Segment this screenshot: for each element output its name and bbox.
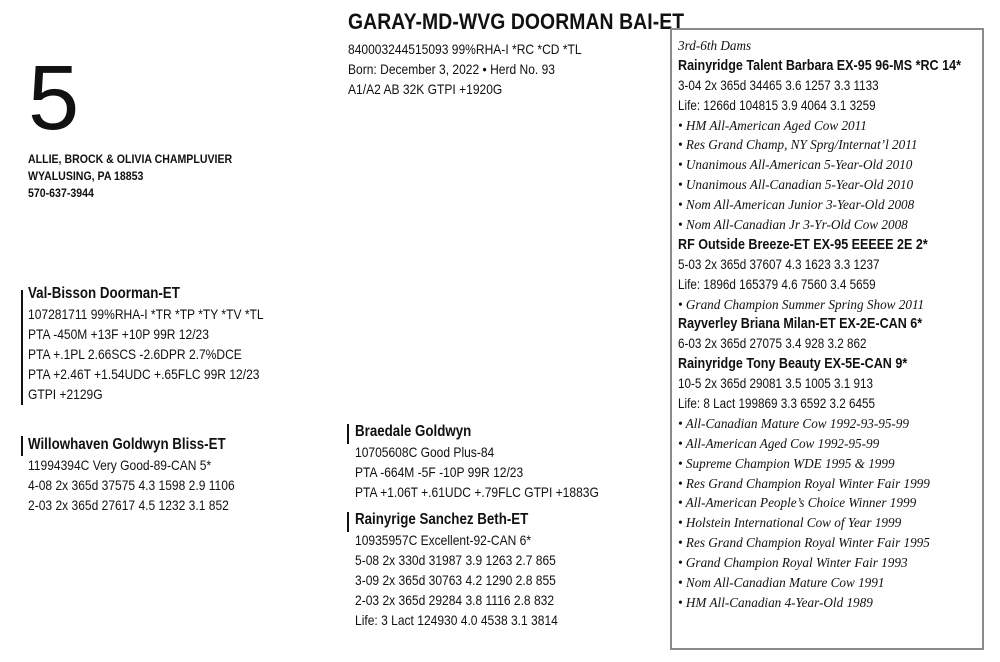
sire-line: 107281711 99%RHA-I *TR *TP *TY *TV *TL bbox=[28, 306, 264, 322]
maternal-grandsire-line: 10705608C Good Plus-84 bbox=[355, 444, 495, 460]
dam-entry-record: Life: 8 Lact 199869 3.3 6592 3.2 6455 bbox=[678, 396, 875, 412]
dam-entry-name: Rainyridge Tony Beauty EX-5E-CAN 9* bbox=[678, 356, 908, 373]
dam-entry-honor: • All-American People’s Choice Winner 1999 bbox=[678, 495, 917, 511]
dam-entry-honor: • Grand Champion Royal Winter Fair 1993 bbox=[678, 555, 908, 571]
dam-entry-honor: • All-American Aged Cow 1992-95-99 bbox=[678, 435, 880, 451]
sire-line: GTPI +2129G bbox=[28, 386, 103, 402]
maternal-granddam-line: 2-03 2x 365d 29284 3.8 1116 2.8 832 bbox=[355, 592, 555, 608]
animal-details bbox=[348, 39, 620, 99]
dam-block bbox=[28, 434, 268, 515]
animal-name: GARAY-MD-WVG DOORMAN BAI-ET bbox=[348, 9, 685, 34]
dam-entry-honor: • Res Grand Champion Royal Winter Fair 1999 bbox=[678, 475, 930, 491]
dam-entry-honor: • Nom All-Canadian Jr 3-Yr-Old Cow 2008 bbox=[678, 217, 908, 233]
mgs-bracket bbox=[347, 424, 349, 444]
dam-entry-record: 6-03 2x 365d 27075 3.4 928 3.2 862 bbox=[678, 336, 867, 352]
dam-entry-name: Rainyridge Talent Barbara EX-95 96-MS *RC 14* bbox=[678, 57, 961, 74]
maternal-grandsire-line: PTA +1.06T +.61UDC +.79FLC GTPI +1883G bbox=[355, 484, 599, 500]
dam-entry-honor: • Grand Champion Summer Spring Show 2011 bbox=[678, 296, 925, 312]
mgd-bracket bbox=[347, 512, 349, 532]
dam-entry-honor: • Res Grand Champ, NY Sprg/Internat’l 2011 bbox=[678, 137, 918, 153]
maternal-granddam-line: 10935957C Excellent-92-CAN 6* bbox=[355, 532, 532, 548]
maternal-granddam-line: 3-09 2x 365d 30763 4.2 1290 2.8 855 bbox=[355, 572, 556, 588]
owner-phone: 570-637-3944 bbox=[28, 188, 94, 200]
lot-number: 5 bbox=[28, 47, 80, 149]
dam-entry-honor: • Supreme Champion WDE 1995 & 1999 bbox=[678, 455, 895, 471]
dam-entry-name: RF Outside Breeze-ET EX-95 EEEEE 2E 2* bbox=[678, 236, 928, 253]
maternal-granddam-name: Rainyrige Sanchez Beth-ET bbox=[355, 511, 529, 528]
maternal-granddam-line: 5-08 2x 330d 31987 3.9 1263 2.7 865 bbox=[355, 552, 556, 568]
maternal-grandsire-line: PTA -664M -5F -10P 99R 12/23 bbox=[355, 464, 524, 480]
dam-entry-honor: • Unanimous All-American 5-Year-Old 2010 bbox=[678, 157, 913, 173]
dam-line: 4-08 2x 365d 37575 4.3 1598 2.9 1106 bbox=[28, 477, 235, 493]
maternal-granddam-line: Life: 3 Lact 124930 4.0 4538 3.1 3814 bbox=[355, 612, 558, 628]
sire-line: PTA +2.46T +1.54UDC +.65FLC 99R 12/23 bbox=[28, 366, 260, 382]
dam-entry-record: 5-03 2x 365d 37607 4.3 1623 3.3 1237 bbox=[678, 256, 880, 272]
dam-name: Willowhaven Goldwyn Bliss-ET bbox=[28, 436, 226, 453]
dam-entry-honor: • Nom All-American Junior 3-Year-Old 2008 bbox=[678, 197, 915, 213]
dams-box-heading: 3rd-6th Dams bbox=[678, 38, 752, 53]
dam-entry-honor: • Nom All-Canadian Mature Cow 1991 bbox=[678, 575, 885, 591]
dam-line: 11994394C Very Good-89-CAN 5* bbox=[28, 457, 212, 473]
owner-block bbox=[28, 152, 232, 203]
dam-entry-record: 3-04 2x 365d 34465 3.6 1257 3.3 1133 bbox=[678, 77, 879, 93]
maternal-granddam-block bbox=[355, 509, 591, 630]
owner-location: WYALUSING, PA 18853 bbox=[28, 171, 144, 183]
dam-entry-record: 10-5 2x 365d 29081 3.5 1005 3.1 913 bbox=[678, 376, 874, 392]
dam-entry-honor: • HM All-American Aged Cow 2011 bbox=[678, 117, 867, 133]
sire-name: Val-Bisson Doorman-ET bbox=[28, 285, 180, 302]
sire-line: PTA -450M +13F +10P 99R 12/23 bbox=[28, 326, 209, 342]
sire-bracket bbox=[21, 290, 23, 405]
animal-genomic-line: A1/A2 AB 32K GTPI +1920G bbox=[348, 81, 503, 97]
owner-names: ALLIE, BROCK & OLIVIA CHAMPLUVIER bbox=[28, 154, 233, 166]
dam-entry-honor: • All-Canadian Mature Cow 1992-93-95-99 bbox=[678, 415, 909, 431]
dam-entry-record: Life: 1266d 104815 3.9 4064 3.1 3259 bbox=[678, 97, 876, 113]
maternal-grandsire-name: Braedale Goldwyn bbox=[355, 423, 472, 440]
dams-box bbox=[670, 28, 984, 650]
maternal-grandsire-block bbox=[355, 421, 639, 502]
dam-line: 2-03 2x 365d 27617 4.5 1232 3.1 852 bbox=[28, 497, 229, 513]
sire-line: PTA +.1PL 2.66SCS -2.6DPR 2.7%DCE bbox=[28, 346, 242, 362]
dam-entry-name: Rayverley Briana Milan-ET EX-2E-CAN 6* bbox=[678, 316, 923, 333]
dam-entry-honor: • Unanimous All-Canadian 5-Year-Old 2010 bbox=[678, 177, 914, 193]
dam-entry-honor: • Res Grand Champion Royal Winter Fair 1995 bbox=[678, 535, 930, 551]
sire-block bbox=[28, 283, 302, 404]
animal-reg-line: 840003244515093 99%RHA-I *RC *CD *TL bbox=[348, 41, 582, 57]
dam-entry-honor: • HM All-Canadian 4-Year-Old 1989 bbox=[678, 594, 873, 610]
dams-box-content bbox=[678, 36, 1000, 613]
animal-born-line: Born: December 3, 2022 • Herd No. 93 bbox=[348, 61, 556, 77]
dam-entry-honor: • Holstein International Cow of Year 1999 bbox=[678, 515, 902, 531]
dam-bracket bbox=[21, 436, 23, 456]
dam-entry-record: Life: 1896d 165379 4.6 7560 3.4 5659 bbox=[678, 276, 876, 292]
